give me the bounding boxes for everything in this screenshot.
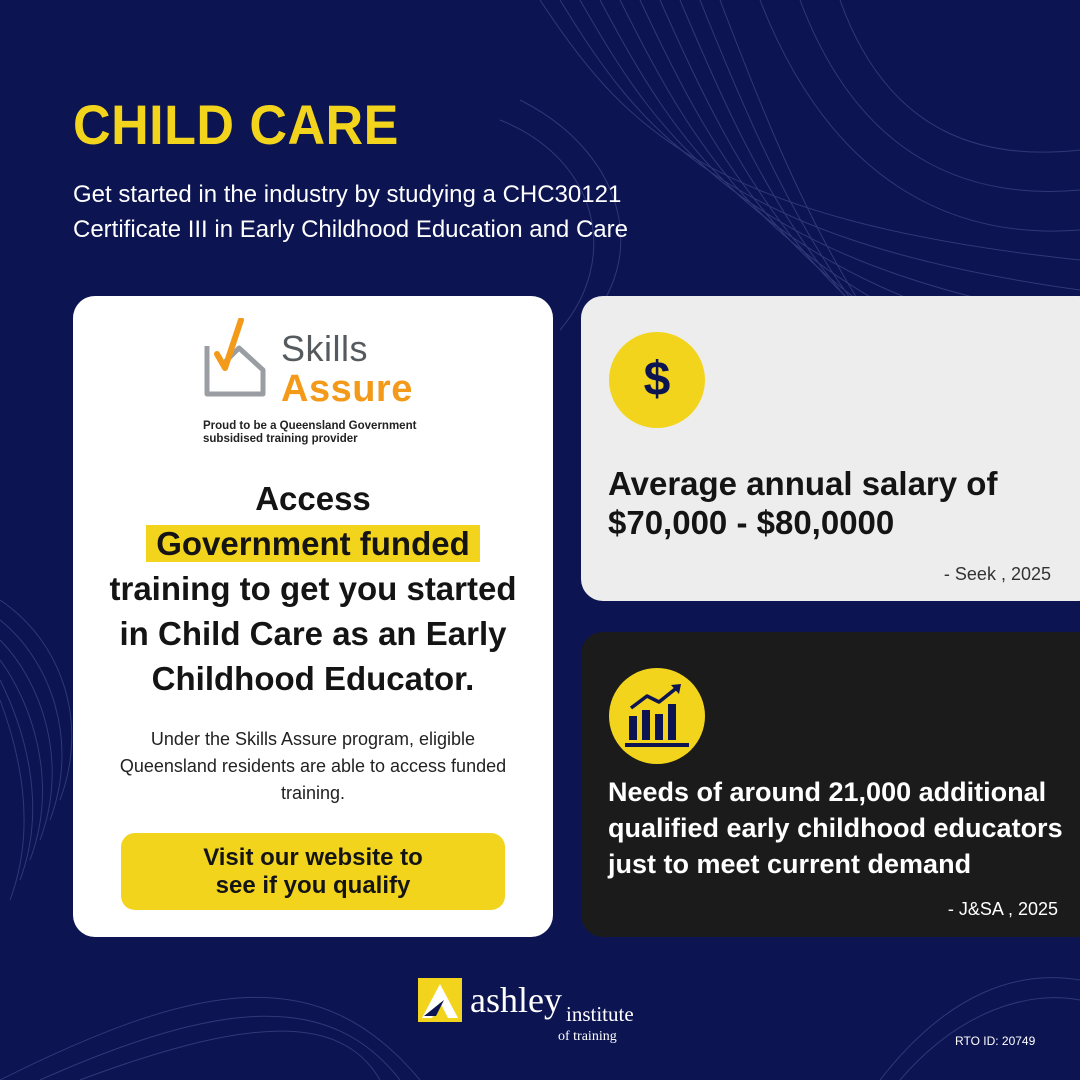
- logo-tagline: [203, 420, 433, 446]
- funding-heading-rest: training to get you started in Child Care as an Early Childhood Educator.: [109, 570, 517, 697]
- dollar-icon: $: [609, 332, 705, 428]
- brand-suffix: institute: [566, 1002, 634, 1026]
- skills-assure-card: [73, 296, 553, 937]
- logo-tagline-line-2: subsidised training provider: [203, 433, 358, 445]
- salary-stat-card: [581, 296, 1080, 601]
- ashley-institute-logo: [418, 978, 678, 1050]
- subtitle-line-1: Get started in the industry by studying a CHC30121: [73, 181, 622, 208]
- bar-chart-growth-icon: [609, 668, 705, 764]
- rto-id: RTO ID: 20749: [955, 1034, 1036, 1048]
- page-subtitle: [73, 177, 793, 247]
- skills-assure-logo: [203, 318, 423, 448]
- funding-heading: [93, 476, 533, 701]
- page-title: CHILD CARE: [73, 93, 399, 156]
- visit-website-button[interactable]: [121, 833, 505, 910]
- subtitle-line-2: Certificate III in Early Childhood Education and Care: [73, 216, 628, 243]
- salary-stat-source: - Seek , 2025: [943, 564, 1051, 584]
- skills-assure-mark-icon: [203, 318, 275, 410]
- logo-tagline-line-1: Proud to be a Queensland Government: [203, 420, 417, 432]
- funding-description: Under the Skills Assure program, eligible Queensland residents are able to access funded training.: [119, 729, 507, 803]
- logo-word-skills: Skills: [281, 328, 369, 369]
- brand-subtitle: of training: [558, 1029, 617, 1044]
- brand-name: ashley: [470, 980, 562, 1020]
- demand-stat-text: Needs of around 21,000 additional qualified early childhood educators just to meet current demand: [608, 777, 1063, 879]
- visit-website-button-label: Visit our website to see if you qualify: [203, 843, 423, 899]
- salary-stat-text: Average annual salary of $70,000 - $80,0000: [608, 465, 998, 541]
- logo-word-assure: Assure: [281, 368, 413, 410]
- demand-stat-source: - J&SA , 2025: [947, 899, 1058, 919]
- funding-heading-lead: Access: [255, 480, 371, 517]
- funding-heading-highlight: Government funded: [146, 525, 480, 562]
- demand-stat-card: [581, 632, 1080, 937]
- ashley-logo-mark-icon: [418, 978, 462, 1022]
